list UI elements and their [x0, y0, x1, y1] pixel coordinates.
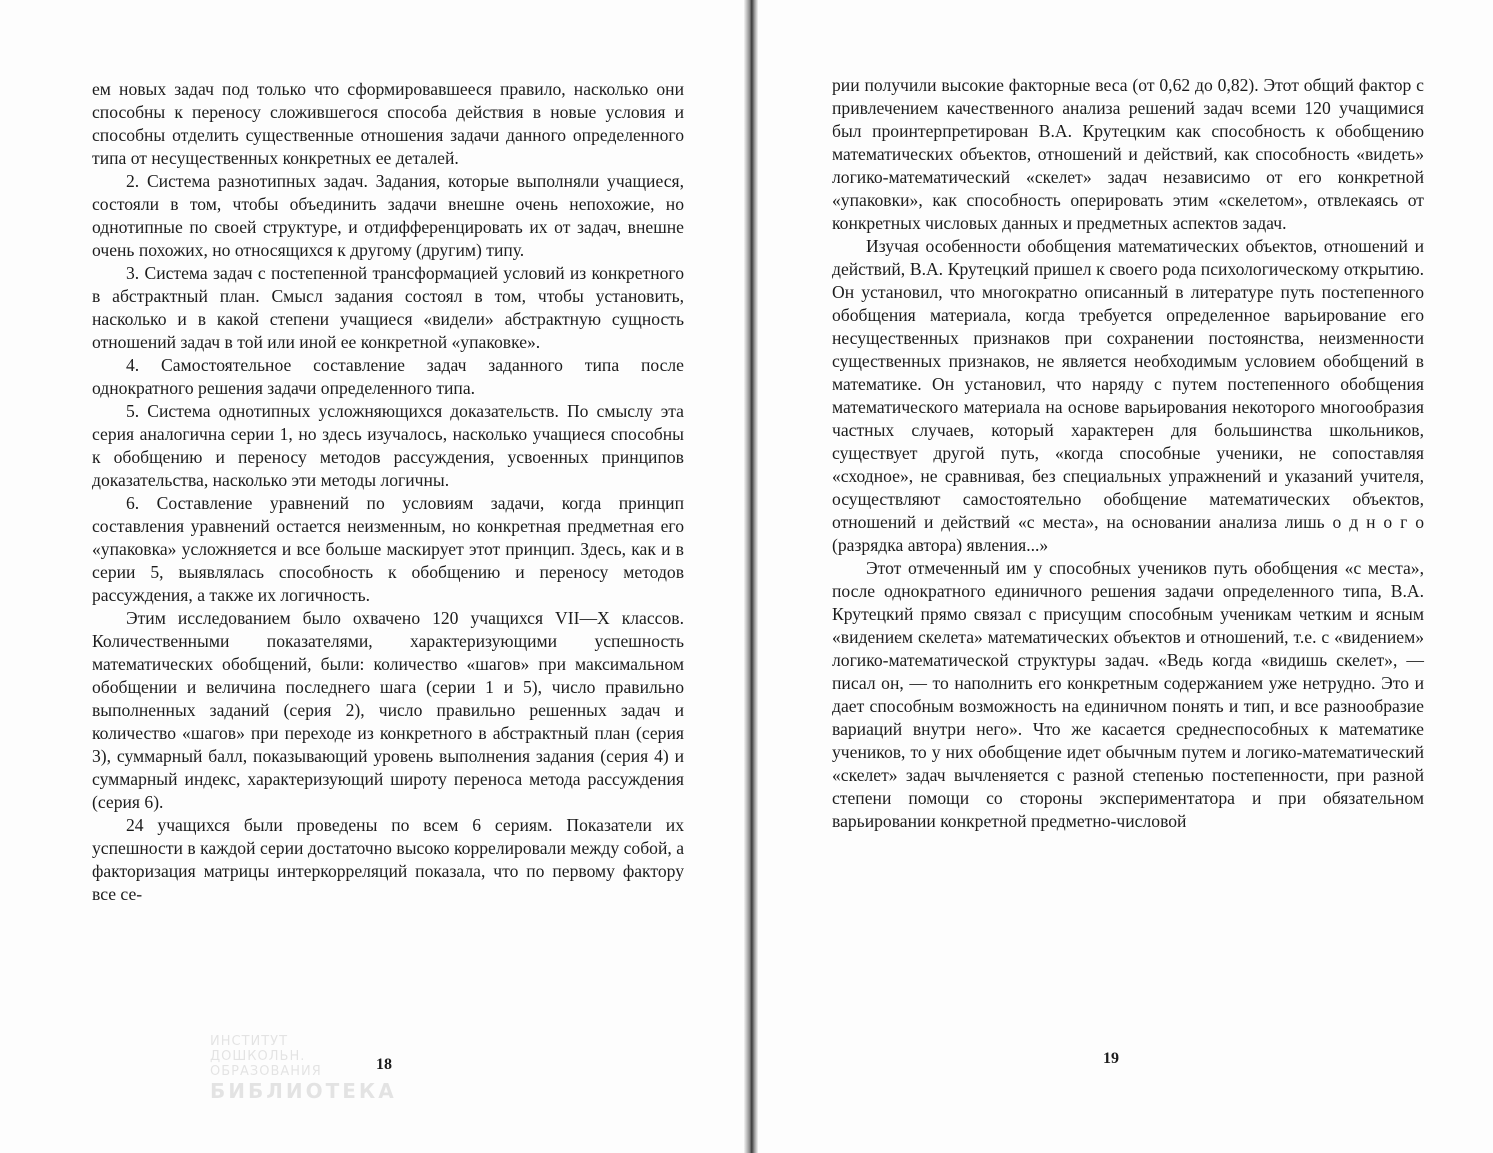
right-paragraph-3: Этот отмеченный им у способных учеников путь обобщения «с места», после однократного единичного решения задачи определенного типа, В.А. Крутецкий прямо связал с присущим способным ученикам четким и ясным «видением скелета» математических объектов и отношений, т.е. с «видением» логико-математической структуры задач. «Ведь когда «видишь скелет», — писал он, — то наполнить его конкретным содержанием уже нетрудно. Это и дает способным возможность на единичном понять и тип, и все разнообразие вариаций внутри него». Что же касается среднеспособных к математике учеников, то у них обобщение идет обычным путем и логико-математический «скелет» задач вычленяется с разной степенью постепенности, при разной степени помощи со стороны экспериментатора и при обязательном варьировании конкретной предметно-числовой — [832, 558, 1424, 831]
right-page — [832, 74, 1424, 833]
stamp-line-2: ОБРАЗОВАНИЯ — [210, 1064, 322, 1079]
left-paragraph-1: ем новых задач под только что сформировавшееся правило, насколько они способны к переносу сложившегося способа действия в новые условия и способны отделить существенные отношения задачи данного определенного типа от несущественных конкретных ее деталей. — [92, 79, 684, 168]
stamp-line-3: БИБЛИОТЕКА — [210, 1079, 397, 1103]
stamp-line-1: ИНСТИТУТ ДОШКОЛЬН. — [210, 1034, 306, 1064]
left-paragraph-6: 6. Составление уравнений по условиям задачи, когда принцип составления уравнений остается неизменным, но конкретная предметная его «упаковка» усложняется и все больше маскирует этот принцип. Здесь, как и в серии 5, выявлялась способность к обобщению и переносу методов рассуждения, а также их логичность. — [92, 493, 684, 605]
right-page-number: 19 — [1103, 1050, 1119, 1067]
left-paragraph-2: 2. Система разнотипных задач. Задания, которые выполняли учащиеся, состояли в том, чтобы объединить задачи внешне очень непохожие, но однотипные по своей структуре, и отдифференцировать их от задач, внешне очень похожих, но относящихся к другому (другим) типу. — [92, 171, 684, 260]
right-paragraph-2: Изучая особенности обобщения математических объектов, отношений и действий, В.А. Крутецкий пришел к своего рода психологическому открытию. Он установил, что многократно описанный в литературе путь постепенного обобщения материала, когда требуется определенное варьирование его несущественных признаков при сохранении постоянства, неизменности существенных признаков, не является необходимым условием обобщений в математике. Он установил, что наряду с путем постепенного обобщения математического материала на основе варьирования некоторого многообразия частных случаев, который характерен для большинства школьников, существует другой путь, «когда способные ученики, не сопоставляя «сходное», не сравнивая, без специальных упражнений и указаний учителя, осуществляют самостоятельно обобщение математических объектов, отношений и действий «с места», на основании анализа лишь о д н о г о (разрядка автора) явления...» — [832, 236, 1424, 555]
left-paragraph-4: 4. Самостоятельное составление задач заданного типа после однократного решения задачи определенного типа. — [92, 355, 684, 398]
left-paragraph-7: Этим исследованием было охвачено 120 учащихся VII—X классов. Количественными показателями, характеризующими успешность математических обобщений, были: количество «шагов» при максимальном обобщении и величина последнего шага (серии 1 и 5), число правильно выполненных заданий (серия 2), число правильно решенных задач и количество «шагов» при переходе из конкретного в абстрактный план (серия 3), суммарный балл, показывающий уровень выполнения задания (серия 4) и суммарный индекс, характеризующий широту переноса метода рассуждения (серия 6). — [92, 608, 684, 812]
book-gutter — [744, 0, 758, 1153]
left-page — [92, 78, 684, 906]
left-page-number: 18 — [376, 1056, 392, 1073]
left-paragraph-8: 24 учащихся были проведены по всем 6 сериям. Показатели их успешности в каждой серии достаточно высоко коррелировали между собой, а факторизация матрицы интеркорреляций показала, что по первому фактору все се- — [92, 815, 684, 904]
right-paragraph-1: рии получили высокие факторные веса (от 0,62 до 0,82). Этот общий фактор с привлечением качественного анализа решений задач всеми 120 учащимися был проинтерпретирован В.А. Крутецким как способность к обобщению математических объектов, отношений и действий, как способность «видеть» логико-математический «скелет» задач независимо от его конкретной «упаковки», как способность оперировать этим «скелетом», отвлекаясь от конкретных числовых данных и предметных аспектов задач. — [832, 75, 1424, 233]
left-paragraph-5: 5. Система однотипных усложняющихся доказательств. По смыслу эта серия аналогична серии 1, но здесь изучалось, насколько учащиеся способны к обобщению и переносу методов рассуждения, усвоенных принципов доказательства, насколько эти методы логичны. — [92, 401, 684, 490]
left-paragraph-3: 3. Система задач с постепенной трансформацией условий из конкретного в абстрактный план. Смысл задания состоял в том, чтобы установить, насколько и в какой степени учащиеся «видели» абстрактную сущность отношений задач в той или иной ее конкретной «упаковке». — [92, 263, 684, 352]
